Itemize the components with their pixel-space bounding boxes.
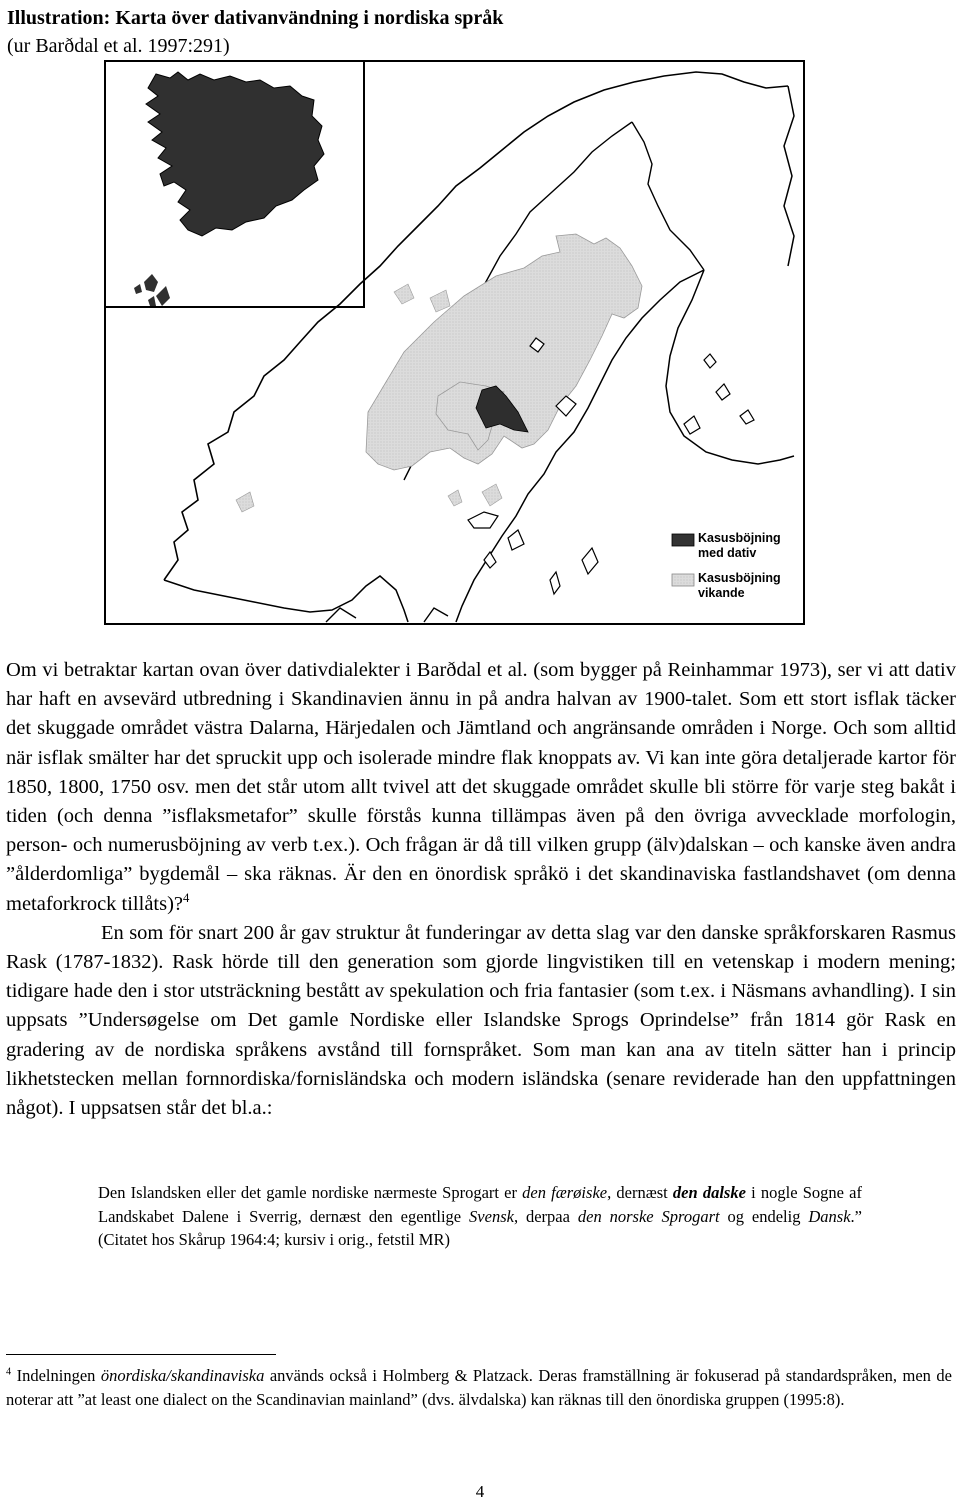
- quote-italic: Dansk: [808, 1206, 851, 1226]
- footnote-ref: 4: [183, 890, 190, 905]
- dative-map: [104, 60, 806, 626]
- page-number: 4: [475, 1482, 485, 1501]
- paragraph-2: En som för snart 200 år gav struktur åt funderingar av detta slag var den danske språkforskaren Rasmus Rask (1787-1832). Rask hörde till den generation som gjorde lingvistiken till en vetenskap i modern mening; tidigare hade den i stor utsträckning bestått av spekulation och fria fantasier (som t.ex. i Näsmans avhandling). I sin uppsats ”Undersøgelse om Det gamle Nordiske eller Islandske Sprogs Oprindelse” från 1814 gör Rask en gradering av de nordiska språkens avstånd till fornspråket. Som man kan ana av titeln sätter han i princip likhetstecken mellan fornnordiska/fornisländska och modern isländska (senare reviderade han den uppfattningen något). I uppsatsen står det bl.a.:: [6, 921, 956, 1120]
- legend-label-dativ-2: med dativ: [698, 546, 757, 560]
- paragraph-1: [6, 656, 956, 919]
- quote-text: og endelig: [719, 1206, 809, 1226]
- quote-text: , derpaa: [513, 1206, 578, 1226]
- quote-italic: den færøiske: [522, 1183, 608, 1202]
- quote-text: , dernæst: [607, 1183, 673, 1202]
- paragraph-1-text: Om vi betraktar kartan ovan över dativdialekter i Barðdal et al. (som bygger på Reinhammar 1973), ser vi att dativ har haft en avsevärd utbredning i Skandinavien ännu in på andra halvan av 1900-talet. Som ett stort isflak täcker det skuggade området västra Dalarna, Härjedalen och Jämtland och angränsande områden i Norge. Och som alltid när isflak smälter har det spruckit upp och isolerade mindre flak knoppats av. Vi kan inte göra detaljerade kartor för 1850, 1800, 1750 osv. men det står utom allt tvivel att det skuggade området skulle bli större för varje steg bakåt i tiden (och denna ”isflaksmetafor” skulle förstås kunna tillämpas även på den övriga avvecklade morfologin, person- och numerusböjning av verb t.ex.). Och frågan är då till vilken grupp (älv)dalskan – och kanske även andra ”ålderdomliga” bygdemål – ska räknas. Är den en önordisk språkö i det skandinaviska fastlandshavet (om denna metaforkrock tillåts)?: [6, 659, 956, 915]
- legend-label-dativ-1: Kasusböjning: [698, 531, 781, 545]
- legend-label-vikande-1: Kasusböjning: [698, 571, 781, 585]
- block-quote: [98, 1181, 862, 1252]
- footnote-text: Indelningen: [11, 1366, 101, 1385]
- quote-text: .” (Citatet hos Skårup 1964:4; kursiv i orig., fetstil MR): [98, 1206, 862, 1249]
- figure-title: Illustration: Karta över dativanvändning i nordiska språk: [7, 7, 504, 29]
- footnote-number: 4: [6, 1366, 12, 1378]
- quote-bold-italic: den dalske: [672, 1183, 746, 1202]
- footnote-rule: [6, 1354, 276, 1355]
- legend-swatch-dativ: [672, 534, 694, 546]
- figure-heading: [7, 4, 947, 60]
- body-text: [6, 656, 956, 1123]
- legend-swatch-vikande: [672, 574, 694, 586]
- quote-text: i nogle Sogne af Landskabet Dalene i Sverrig, dernæst den egentlige: [98, 1183, 862, 1226]
- footnote-text: används också i Holmberg & Platzack. Deras framställning är fokuserad på standardspråken, men de noterar att ”at least one dialect on the Scandinavian mainland” (dvs. älvdalska) kan räknas till den önordiska gruppen (1995:8).: [6, 1366, 952, 1409]
- footnote: [6, 1364, 952, 1411]
- footnote-italic: önordiska/skandinaviska: [100, 1366, 265, 1385]
- legend-label-vikande-2: vikande: [698, 586, 745, 600]
- quote-italic: den norske Sprogart: [577, 1206, 720, 1226]
- quote-text: Den Islandsken eller det gamle nordiske nærmeste Sprogart er: [98, 1183, 523, 1202]
- figure-source: (ur Barðdal et al. 1997:291): [7, 35, 230, 57]
- quote-italic: Svensk: [469, 1206, 514, 1226]
